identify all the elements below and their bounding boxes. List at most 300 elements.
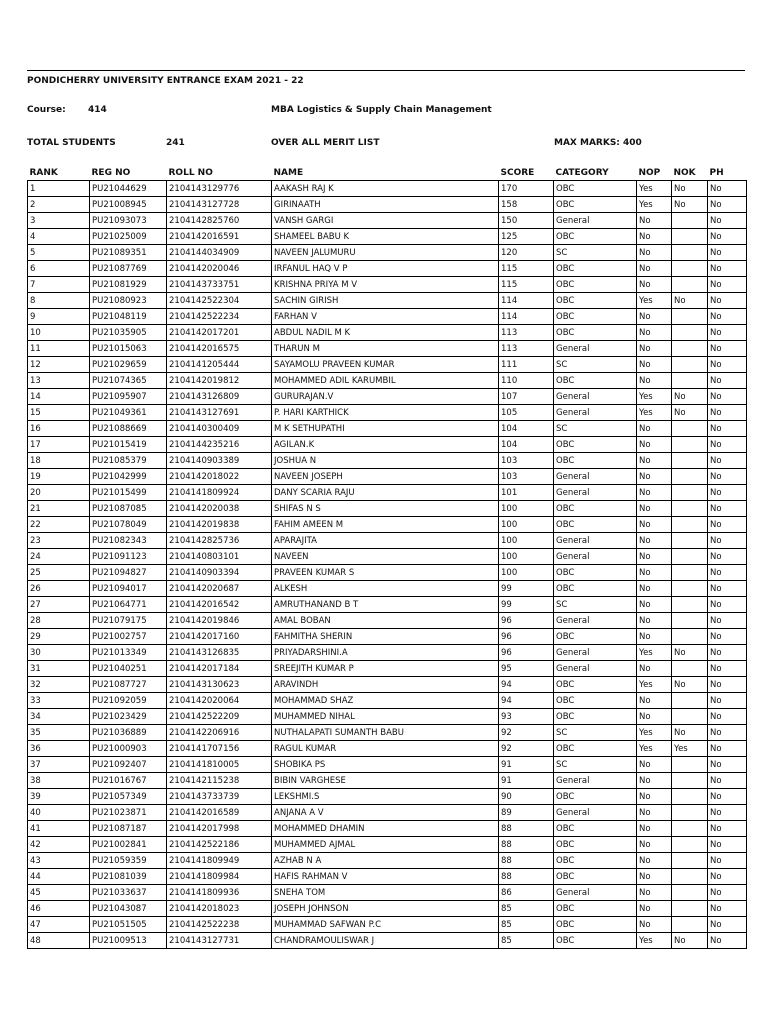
table-row: [28, 837, 747, 853]
rank-cell: 11: [28, 341, 90, 357]
reg-no-cell: PU21029659: [90, 357, 167, 373]
ph-cell: No: [708, 245, 747, 261]
nop-cell: No: [637, 805, 672, 821]
nop-cell: No: [637, 325, 672, 341]
merit-list-label: OVER ALL MERIT LIST: [271, 138, 380, 148]
roll-no-cell: 2104142020046: [167, 261, 272, 277]
rank-cell: 1: [28, 181, 90, 197]
course-label: Course:: [27, 105, 66, 115]
nok-cell: [672, 421, 708, 437]
ph-cell: No: [708, 869, 747, 885]
category-cell: General: [554, 341, 637, 357]
ph-cell: No: [708, 789, 747, 805]
nop-cell: No: [637, 437, 672, 453]
nop-cell: No: [637, 261, 672, 277]
nok-cell: [672, 693, 708, 709]
nok-cell: No: [672, 389, 708, 405]
rank-cell: 22: [28, 517, 90, 533]
score-cell: 101: [499, 485, 554, 501]
reg-no-cell: PU21087085: [90, 501, 167, 517]
rank-cell: 5: [28, 245, 90, 261]
table-row: [28, 805, 747, 821]
name-cell: SHOBIKA PS: [272, 757, 499, 773]
score-cell: 111: [499, 357, 554, 373]
score-cell: 115: [499, 261, 554, 277]
rank-cell: 17: [28, 437, 90, 453]
roll-no-cell: 2104141809936: [167, 885, 272, 901]
nok-cell: No: [672, 181, 708, 197]
table-header-row: [28, 166, 747, 181]
col-header-nok: NOK: [673, 168, 696, 178]
name-cell: CHANDRAMOULISWAR J: [272, 933, 499, 949]
table-row: [28, 245, 747, 261]
ph-cell: No: [708, 805, 747, 821]
nok-cell: [672, 501, 708, 517]
nop-cell: No: [637, 213, 672, 229]
nok-cell: [672, 917, 708, 933]
reg-no-cell: PU21080923: [90, 293, 167, 309]
table-row: [28, 901, 747, 917]
category-cell: General: [554, 549, 637, 565]
table-row: [28, 389, 747, 405]
roll-no-cell: 2104142016542: [167, 597, 272, 613]
ph-cell: No: [708, 213, 747, 229]
roll-no-cell: 2104142522304: [167, 293, 272, 309]
roll-no-cell: 2104142018022: [167, 469, 272, 485]
nok-cell: [672, 325, 708, 341]
reg-no-cell: PU21016767: [90, 773, 167, 789]
reg-no-cell: PU21059359: [90, 853, 167, 869]
table-row: [28, 709, 747, 725]
nok-cell: No: [672, 933, 708, 949]
nok-cell: [672, 597, 708, 613]
col-header-category: CATEGORY: [555, 168, 609, 178]
score-cell: 115: [499, 277, 554, 293]
name-cell: AMRUTHANAND B T: [272, 597, 499, 613]
score-cell: 96: [499, 645, 554, 661]
reg-no-cell: PU21087727: [90, 677, 167, 693]
total-students-value: 241: [166, 138, 185, 148]
rank-cell: 21: [28, 501, 90, 517]
nop-cell: Yes: [637, 725, 672, 741]
score-cell: 94: [499, 677, 554, 693]
score-cell: 100: [499, 517, 554, 533]
table-row: [28, 197, 747, 213]
ph-cell: No: [708, 277, 747, 293]
reg-no-cell: PU21036889: [90, 725, 167, 741]
category-cell: OBC: [554, 869, 637, 885]
document-title: PONDICHERRY UNIVERSITY ENTRANCE EXAM 2021 - 22: [27, 76, 304, 86]
rank-cell: 34: [28, 709, 90, 725]
rank-cell: 27: [28, 597, 90, 613]
name-cell: AZHAB N A: [272, 853, 499, 869]
nop-cell: No: [637, 277, 672, 293]
ph-cell: No: [708, 453, 747, 469]
rank-cell: 9: [28, 309, 90, 325]
rank-cell: 38: [28, 773, 90, 789]
ph-cell: No: [708, 469, 747, 485]
score-cell: 96: [499, 629, 554, 645]
nop-cell: No: [637, 885, 672, 901]
table-row: [28, 933, 747, 949]
score-cell: 95: [499, 661, 554, 677]
nok-cell: [672, 245, 708, 261]
name-cell: JOSEPH JOHNSON: [272, 901, 499, 917]
rank-cell: 10: [28, 325, 90, 341]
score-cell: 99: [499, 581, 554, 597]
ph-cell: No: [708, 645, 747, 661]
rank-cell: 29: [28, 629, 90, 645]
rank-cell: 15: [28, 405, 90, 421]
nok-cell: [672, 469, 708, 485]
reg-no-cell: PU21023871: [90, 805, 167, 821]
category-cell: OBC: [554, 373, 637, 389]
ph-cell: No: [708, 613, 747, 629]
ph-cell: No: [708, 485, 747, 501]
nop-cell: No: [637, 341, 672, 357]
table-row: [28, 181, 747, 197]
nok-cell: [672, 885, 708, 901]
roll-no-cell: 2104142522209: [167, 709, 272, 725]
roll-no-cell: 2104142020687: [167, 581, 272, 597]
score-cell: 170: [499, 181, 554, 197]
category-cell: General: [554, 645, 637, 661]
nok-cell: [672, 453, 708, 469]
nok-cell: [672, 549, 708, 565]
rank-cell: 44: [28, 869, 90, 885]
roll-no-cell: 2104143130623: [167, 677, 272, 693]
nok-cell: [672, 437, 708, 453]
roll-no-cell: 2104142016589: [167, 805, 272, 821]
score-cell: 114: [499, 309, 554, 325]
ph-cell: No: [708, 933, 747, 949]
nok-cell: [672, 229, 708, 245]
nok-cell: [672, 757, 708, 773]
reg-no-cell: PU21044629: [90, 181, 167, 197]
table-row: [28, 213, 747, 229]
category-cell: OBC: [554, 789, 637, 805]
nop-cell: No: [637, 773, 672, 789]
name-cell: SREEJITH KUMAR P: [272, 661, 499, 677]
table-row: [28, 485, 747, 501]
reg-no-cell: PU21095907: [90, 389, 167, 405]
table-row: [28, 869, 747, 885]
name-cell: APARAJITA: [272, 533, 499, 549]
table-row: [28, 229, 747, 245]
nop-cell: No: [637, 485, 672, 501]
table-row: [28, 629, 747, 645]
nop-cell: No: [637, 917, 672, 933]
nok-cell: [672, 485, 708, 501]
roll-no-cell: 2104142017160: [167, 629, 272, 645]
nok-cell: [672, 821, 708, 837]
reg-no-cell: PU21043087: [90, 901, 167, 917]
name-cell: AGILAN.K: [272, 437, 499, 453]
roll-no-cell: 2104141809984: [167, 869, 272, 885]
table-row: [28, 405, 747, 421]
ph-cell: No: [708, 629, 747, 645]
reg-no-cell: PU21048119: [90, 309, 167, 325]
score-cell: 103: [499, 453, 554, 469]
category-cell: OBC: [554, 181, 637, 197]
rank-cell: 43: [28, 853, 90, 869]
nop-cell: Yes: [637, 677, 672, 693]
rank-cell: 37: [28, 757, 90, 773]
reg-no-cell: PU21091123: [90, 549, 167, 565]
name-cell: VANSH GARGI: [272, 213, 499, 229]
roll-no-cell: 2104142016591: [167, 229, 272, 245]
ph-cell: No: [708, 661, 747, 677]
table-row: [28, 597, 747, 613]
table-row: [28, 885, 747, 901]
score-cell: 88: [499, 853, 554, 869]
roll-no-cell: 2104142522238: [167, 917, 272, 933]
reg-no-cell: PU21015063: [90, 341, 167, 357]
reg-no-cell: PU21057349: [90, 789, 167, 805]
name-cell: AAKASH RAJ K: [272, 181, 499, 197]
score-cell: 99: [499, 597, 554, 613]
nok-cell: [672, 373, 708, 389]
reg-no-cell: PU21064771: [90, 597, 167, 613]
table-row: [28, 661, 747, 677]
name-cell: PRIYADARSHINI.A: [272, 645, 499, 661]
table-row: [28, 261, 747, 277]
nok-cell: [672, 837, 708, 853]
reg-no-cell: PU21033637: [90, 885, 167, 901]
category-cell: SC: [554, 357, 637, 373]
reg-no-cell: PU21087187: [90, 821, 167, 837]
nok-cell: [672, 805, 708, 821]
reg-no-cell: PU21078049: [90, 517, 167, 533]
ph-cell: No: [708, 181, 747, 197]
nok-cell: [672, 661, 708, 677]
name-cell: BIBIN VARGHESE: [272, 773, 499, 789]
category-cell: OBC: [554, 437, 637, 453]
table-row: [28, 341, 747, 357]
table-row: [28, 549, 747, 565]
rank-cell: 2: [28, 197, 90, 213]
nok-cell: [672, 261, 708, 277]
reg-no-cell: PU21081039: [90, 869, 167, 885]
roll-no-cell: 2104141205444: [167, 357, 272, 373]
ph-cell: No: [708, 405, 747, 421]
name-cell: ANJANA A V: [272, 805, 499, 821]
nop-cell: No: [637, 453, 672, 469]
nop-cell: No: [637, 661, 672, 677]
roll-no-cell: 2104142522234: [167, 309, 272, 325]
reg-no-cell: PU21049361: [90, 405, 167, 421]
score-cell: 91: [499, 757, 554, 773]
roll-no-cell: 2104144235216: [167, 437, 272, 453]
category-cell: OBC: [554, 693, 637, 709]
table-row: [28, 501, 747, 517]
score-cell: 120: [499, 245, 554, 261]
category-cell: General: [554, 405, 637, 421]
table-row: [28, 757, 747, 773]
score-cell: 96: [499, 613, 554, 629]
name-cell: KRISHNA PRIYA M V: [272, 277, 499, 293]
col-header-ph: PH: [709, 168, 724, 178]
name-cell: HAFIS RAHMAN V: [272, 869, 499, 885]
roll-no-cell: 2104143126809: [167, 389, 272, 405]
name-cell: SACHIN GIRISH: [272, 293, 499, 309]
ph-cell: No: [708, 341, 747, 357]
roll-no-cell: 2104142825760: [167, 213, 272, 229]
roll-no-cell: 2104142825736: [167, 533, 272, 549]
table-row: [28, 373, 747, 389]
rank-cell: 4: [28, 229, 90, 245]
nop-cell: No: [637, 581, 672, 597]
category-cell: OBC: [554, 677, 637, 693]
roll-no-cell: 2104143129776: [167, 181, 272, 197]
category-cell: OBC: [554, 197, 637, 213]
category-cell: OBC: [554, 933, 637, 949]
score-cell: 92: [499, 725, 554, 741]
score-cell: 89: [499, 805, 554, 821]
table-row: [28, 741, 747, 757]
ph-cell: No: [708, 437, 747, 453]
name-cell: SHIFAS N S: [272, 501, 499, 517]
rank-cell: 35: [28, 725, 90, 741]
nok-cell: [672, 709, 708, 725]
table-row: [28, 853, 747, 869]
score-cell: 105: [499, 405, 554, 421]
col-header-rank: RANK: [29, 168, 58, 178]
category-cell: General: [554, 661, 637, 677]
reg-no-cell: PU21088669: [90, 421, 167, 437]
rank-cell: 32: [28, 677, 90, 693]
reg-no-cell: PU21089351: [90, 245, 167, 261]
roll-no-cell: 2104144034909: [167, 245, 272, 261]
roll-no-cell: 2104143127691: [167, 405, 272, 421]
ph-cell: No: [708, 549, 747, 565]
table-row: [28, 789, 747, 805]
ph-cell: No: [708, 597, 747, 613]
table-row: [28, 469, 747, 485]
category-cell: SC: [554, 421, 637, 437]
category-cell: General: [554, 469, 637, 485]
table-row: [28, 645, 747, 661]
ph-cell: No: [708, 389, 747, 405]
nok-cell: [672, 853, 708, 869]
ph-cell: No: [708, 565, 747, 581]
score-cell: 150: [499, 213, 554, 229]
category-cell: General: [554, 773, 637, 789]
nop-cell: Yes: [637, 741, 672, 757]
nok-cell: No: [672, 645, 708, 661]
nop-cell: Yes: [637, 181, 672, 197]
nop-cell: No: [637, 629, 672, 645]
nop-cell: No: [637, 789, 672, 805]
category-cell: General: [554, 389, 637, 405]
rank-cell: 16: [28, 421, 90, 437]
score-cell: 100: [499, 501, 554, 517]
ph-cell: No: [708, 853, 747, 869]
merit-table: [27, 166, 747, 949]
category-cell: OBC: [554, 261, 637, 277]
nok-cell: [672, 533, 708, 549]
table-row: [28, 725, 747, 741]
category-cell: OBC: [554, 917, 637, 933]
nok-cell: [672, 629, 708, 645]
reg-no-cell: PU21040251: [90, 661, 167, 677]
nok-cell: [672, 309, 708, 325]
category-cell: OBC: [554, 629, 637, 645]
rank-cell: 30: [28, 645, 90, 661]
roll-no-cell: 2104142018023: [167, 901, 272, 917]
reg-no-cell: PU21094827: [90, 565, 167, 581]
roll-no-cell: 2104142017184: [167, 661, 272, 677]
rank-cell: 39: [28, 789, 90, 805]
nop-cell: Yes: [637, 389, 672, 405]
category-cell: General: [554, 533, 637, 549]
roll-no-cell: 2104143733739: [167, 789, 272, 805]
rank-cell: 40: [28, 805, 90, 821]
category-cell: OBC: [554, 565, 637, 581]
category-cell: SC: [554, 597, 637, 613]
roll-no-cell: 2104142206916: [167, 725, 272, 741]
ph-cell: No: [708, 901, 747, 917]
table-row: [28, 581, 747, 597]
ph-cell: No: [708, 293, 747, 309]
nok-cell: [672, 581, 708, 597]
ph-cell: No: [708, 533, 747, 549]
course-name: MBA Logistics & Supply Chain Management: [271, 105, 492, 115]
nop-cell: Yes: [637, 933, 672, 949]
nop-cell: No: [637, 837, 672, 853]
category-cell: OBC: [554, 325, 637, 341]
name-cell: MOHAMMED ADIL KARUMBIL: [272, 373, 499, 389]
rank-cell: 23: [28, 533, 90, 549]
name-cell: P. HARI KARTHICK: [272, 405, 499, 421]
reg-no-cell: PU21042999: [90, 469, 167, 485]
rank-cell: 36: [28, 741, 90, 757]
category-cell: OBC: [554, 837, 637, 853]
roll-no-cell: 2104143733751: [167, 277, 272, 293]
nok-cell: No: [672, 677, 708, 693]
score-cell: 113: [499, 325, 554, 341]
nok-cell: [672, 869, 708, 885]
name-cell: NAVEEN: [272, 549, 499, 565]
nop-cell: No: [637, 357, 672, 373]
category-cell: General: [554, 885, 637, 901]
nok-cell: [672, 565, 708, 581]
name-cell: NUTHALAPATI SUMANTH BABU: [272, 725, 499, 741]
nok-cell: [672, 613, 708, 629]
nop-cell: No: [637, 565, 672, 581]
col-header-reg-no: REG NO: [91, 168, 131, 178]
name-cell: M K SETHUPATHI: [272, 421, 499, 437]
roll-no-cell: 2104142522186: [167, 837, 272, 853]
reg-no-cell: PU21008945: [90, 197, 167, 213]
category-cell: OBC: [554, 501, 637, 517]
nok-cell: [672, 341, 708, 357]
nop-cell: No: [637, 501, 672, 517]
nop-cell: Yes: [637, 645, 672, 661]
ph-cell: No: [708, 421, 747, 437]
reg-no-cell: PU21015419: [90, 437, 167, 453]
nop-cell: No: [637, 757, 672, 773]
table-row: [28, 453, 747, 469]
score-cell: 88: [499, 837, 554, 853]
ph-cell: No: [708, 885, 747, 901]
table-row: [28, 517, 747, 533]
nop-cell: No: [637, 869, 672, 885]
reg-no-cell: PU21000903: [90, 741, 167, 757]
reg-no-cell: PU21082343: [90, 533, 167, 549]
col-header-name: NAME: [273, 168, 304, 178]
name-cell: JOSHUA N: [272, 453, 499, 469]
